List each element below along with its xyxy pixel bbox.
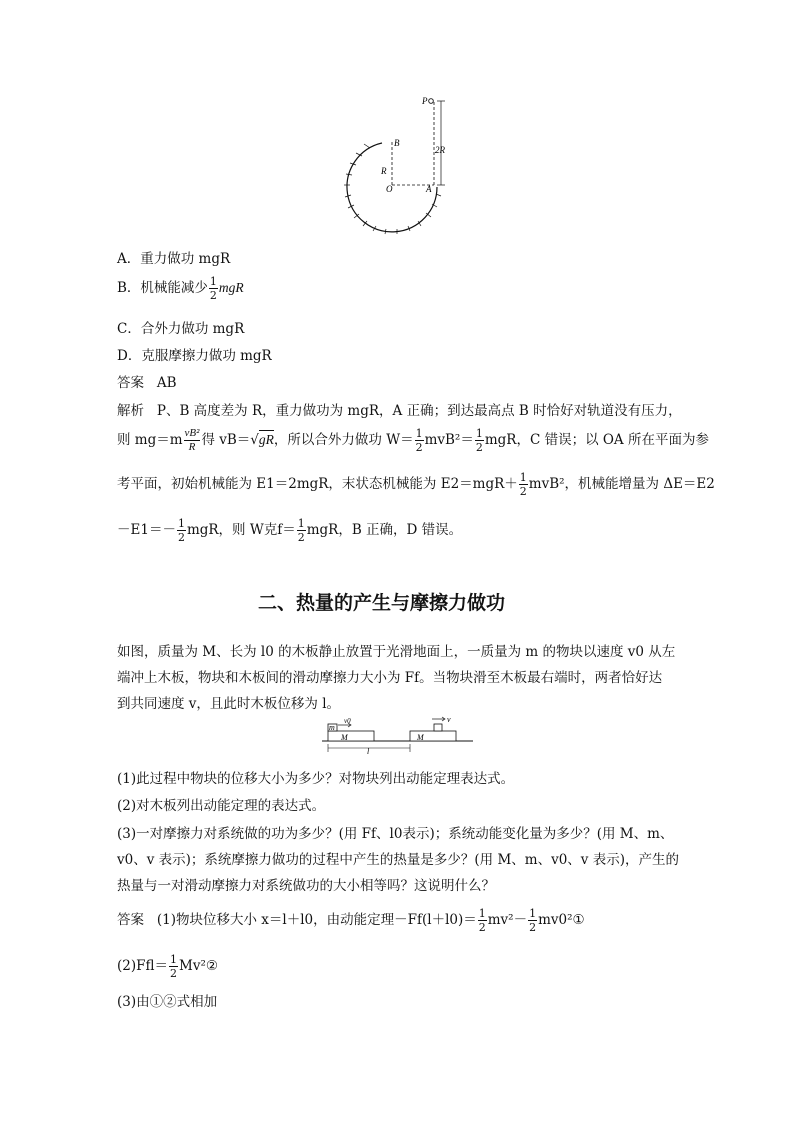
label-R: R [381, 166, 387, 176]
frac-num: 1 [529, 907, 537, 920]
frac-num: 1 [177, 517, 185, 530]
analysis-text-2d: mvB²＝ [424, 432, 474, 448]
label-m: m [329, 723, 335, 732]
frac-num: 1 [209, 275, 217, 288]
analysis-text-3a: 考平面，初始机械能为 E1＝2mgR，末状态机械能为 E2＝mgR＋ [117, 476, 518, 492]
frac-num: 1 [478, 907, 486, 920]
option-b [117, 276, 244, 301]
fraction-half [297, 518, 306, 543]
label-A: A [426, 184, 432, 194]
frac-den: 2 [519, 485, 527, 498]
answer-2-line-1 [117, 908, 585, 933]
frac-num: 1 [415, 427, 423, 440]
analysis-text-2e: mgR，C 错误；以 OA 所在平面为参 [484, 432, 709, 448]
answer-1 [117, 371, 177, 391]
frac-num: 1 [519, 471, 527, 484]
answer-label: 答案 [117, 912, 144, 928]
fraction-half [415, 428, 424, 453]
option-c: C．合外力做功 mgR [117, 321, 245, 337]
section-paragraph-line-3: 到共同速度 v，且此时木板位移为 l。 [117, 696, 341, 712]
frac-num: 1 [297, 517, 305, 530]
fraction-half [528, 908, 537, 933]
analysis-label: 解析 [117, 403, 144, 419]
analysis-line-4 [117, 518, 462, 543]
option-b-fraction [209, 276, 218, 301]
section-paragraph-line-1: 如图，质量为 M、长为 l0 的木板静止放置于光滑地面上，一质量为 m 的物块以速度 v0 从左 [117, 644, 676, 660]
label-l: l [367, 747, 370, 756]
frac-den: 2 [478, 921, 486, 934]
analysis-line-1 [117, 399, 682, 419]
frac-den: 2 [170, 967, 177, 980]
analysis-text-1: P、B 高度差为 R，重力做功为 mgR，A 正确；到达最高点 B 时恰好对轨道没有压力， [156, 403, 682, 419]
answer-2-line-3: (3)由①②式相加 [117, 994, 218, 1010]
frac-num: 1 [475, 427, 483, 440]
board-diagram [320, 716, 475, 756]
label-B: B [394, 138, 400, 148]
option-b-prefix: B．机械能减少 [117, 280, 208, 296]
frac-den: 2 [529, 921, 537, 934]
label-P: P [422, 96, 428, 106]
fraction-half [475, 428, 484, 453]
label-M-left: M [341, 733, 348, 742]
analysis-text-4a: －E1＝－ [117, 522, 176, 538]
option-d: D．克服摩擦力做功 mgR [117, 348, 272, 364]
answer-text-1b: mv²－ [487, 912, 528, 928]
figure-block-board [320, 716, 475, 756]
analysis-text-4b: mgR，则 W克f＝ [186, 522, 296, 538]
section-paragraph-line-2: 端冲上木板，物块和木板间的滑动摩擦力大小为 Ff。当物块滑至木板最右端时，两者恰好达 [117, 670, 663, 686]
frac-den: 2 [475, 441, 483, 454]
answer-text-2b: Mv²② [179, 958, 218, 974]
fraction-half [478, 908, 487, 933]
option-b-suffix: mgR [218, 280, 244, 295]
figure-circular-track [330, 90, 460, 235]
track-diagram [330, 90, 460, 235]
label-O: O [386, 184, 393, 194]
answer-2-line-2 [117, 954, 218, 979]
label-M-right: M [417, 733, 424, 742]
fraction-half [519, 472, 528, 497]
fraction-half [169, 954, 178, 979]
frac-num: 1 [170, 953, 177, 966]
label-v0: v0 [344, 717, 351, 725]
frac-den: 2 [209, 289, 217, 302]
frac-den: 2 [297, 531, 305, 544]
label-2R: 2R [435, 145, 445, 155]
frac-den: 2 [177, 531, 185, 544]
section-title: 二、热量的产生与摩擦力做功 [258, 592, 506, 614]
answer-text-1c: mv0²① [538, 912, 585, 928]
fraction-half [177, 518, 186, 543]
analysis-text-2a: 则 mg＝m [117, 432, 183, 448]
analysis-text-3b: mvB²，机械能增量为 ΔE＝E2 [528, 476, 715, 492]
answer-label: 答案 [117, 375, 144, 391]
question-2: (2)对木板列出动能定理的表达式。 [117, 798, 326, 814]
analysis-text-2c: ，所以合外力做功 W＝ [273, 432, 414, 448]
analysis-line-2: 则 mg＝m $\frac{\text{vB²}}{R}$ 得 vB＝√gR，所以合外力做功 W＝ $\frac{1}{2}$ mvB²＝ $\frac{1}{2}$ mgR，C 错误；以 OA 所在平面为参 [117, 427, 709, 454]
frac-den: R [188, 441, 196, 453]
fraction-vb2-r [184, 428, 201, 453]
question-1: (1)此过程中物块的位移大小为多少？对物块列出动能定理表达式。 [117, 771, 515, 787]
question-3-line-3: 热量与一对滑动摩擦力对系统做功的大小相等吗？这说明什么？ [117, 878, 495, 894]
frac-den: 2 [415, 441, 423, 454]
analysis-text-4c: mgR，B 正确，D 错误。 [306, 522, 463, 538]
answer-text-1a: (1)物块位移大小 x＝l＋l0，由动能定理－Ff(l＋l0)＝ [156, 912, 477, 928]
answer-text-2a: (2)Ffl＝ [117, 958, 168, 974]
analysis-line-3 [117, 472, 715, 497]
sqrt-gr: gR [258, 432, 274, 447]
analysis-text-2b: 得 vB＝ [201, 432, 251, 448]
option-a: A．重力做功 mgR [117, 251, 231, 267]
label-v: v [447, 716, 451, 724]
question-3-line-2: v0、v 表示)；系统摩擦力做功的过程中产生的热量是多少？(用 M、m、v0、v 表示)，产生的 [117, 852, 679, 868]
frac-num: vB² [184, 427, 200, 439]
answer-value: AB [156, 375, 177, 391]
question-3-line-1: (3)一对摩擦力对系统做的功为多少？(用 Ff、l0表示)；系统动能变化量为多少？(用 M、m、 [117, 826, 674, 842]
